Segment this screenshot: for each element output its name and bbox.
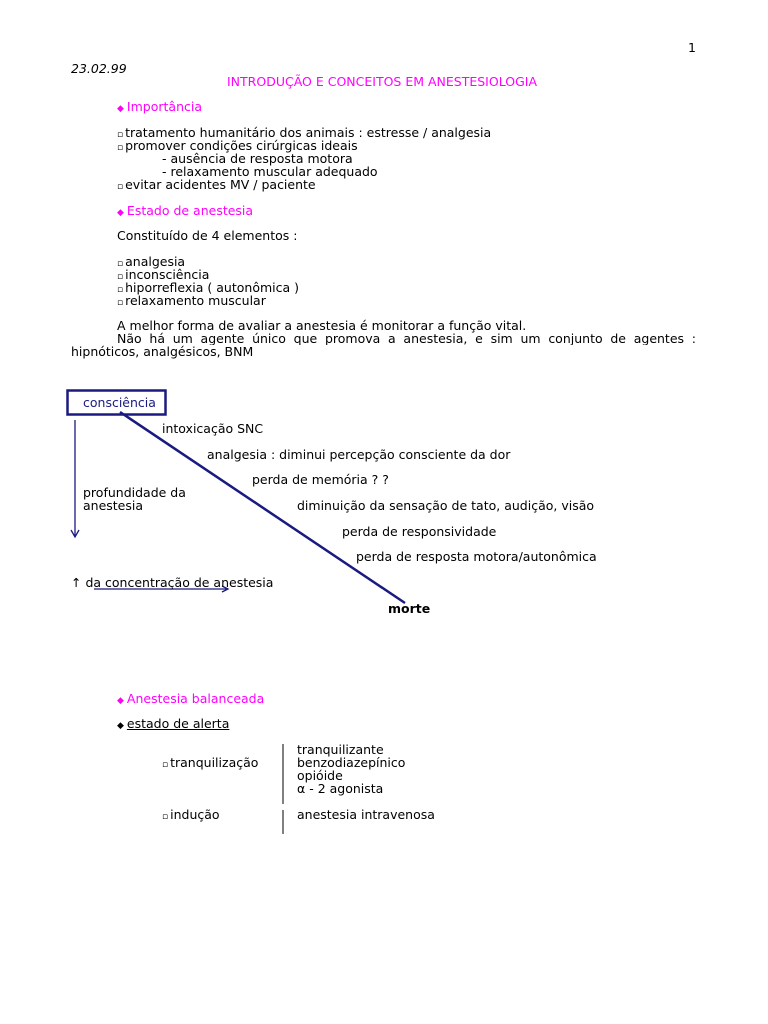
diagram-step: perda de responsividade [342,524,497,539]
diamond-bullet-icon: ◆ [117,104,124,114]
tranquilizacao-item: opióide [297,768,343,783]
up-arrow-icon: ↑ [71,575,82,590]
diamond-bullet-icon: ◆ [117,208,124,218]
paragraph: Não há um agente único que promova a anestesia, e sim um conjunto de agentes : [117,332,696,345]
estado-intro: Constituído de 4 elementos : [117,228,298,243]
inducao-label: ▫ indução [162,807,220,822]
diamond-bullet-icon: ◆ [117,696,124,706]
heading-estado-anestesia: ◆ Estado de anestesia [117,203,254,218]
square-bullet-icon: ▫ [117,143,124,153]
square-bullet-icon: ▫ [117,298,124,308]
sub-list-item: - ausência de resposta motora [162,151,353,166]
depth-label: anestesia [83,498,144,513]
square-bullet-icon: ▫ [162,760,169,770]
page-number: 1 [688,40,696,55]
square-bullet-icon: ▫ [117,130,124,140]
diamond-bullet-icon: ◆ [117,721,124,731]
tranquilizacao-item: tranquilizante [297,742,384,757]
document-date: 23.02.99 [71,61,127,76]
list-item: ▫ evitar acidentes MV / paciente [117,177,316,192]
tranquilizacao-item: benzodiazepínico [297,755,406,770]
document-title: INTRODUÇÃO E CONCEITOS EM ANESTESIOLOGIA [227,74,537,89]
square-bullet-icon: ▫ [117,259,124,269]
list-item: ▫ promover condições cirúrgicas ideais [117,138,358,153]
list-item: ▫ inconsciência [117,267,210,282]
sub-list-item: - relaxamento muscular adequado [162,164,378,179]
list-item: ▫ relaxamento muscular [117,293,266,308]
square-bullet-icon: ▫ [117,182,124,192]
diagram-step: intoxicação SNC [162,421,264,436]
paragraph: A melhor forma de avaliar a anestesia é monitorar a função vital. [117,318,527,333]
paragraph-continuation: hipnóticos, analgésicos, BNM [71,344,254,359]
square-bullet-icon: ▫ [117,272,124,282]
diagram-step: perda de resposta motora/autonômica [356,549,597,564]
concentration-label: ↑ da concentração de anestesia [71,575,274,590]
end-label-morte: morte [388,601,431,616]
square-bullet-icon: ▫ [162,812,169,822]
list-item: ▫ analgesia [117,254,186,269]
list-item: ▫ hiporreflexia ( autonômica ) [117,280,299,295]
diagram-step: perda de memória ? ? [252,472,389,487]
tranquilizacao-item: α - 2 agonista [297,781,384,796]
tranquilizacao-label: ▫ tranquilização [162,755,259,770]
depth-label: profundidade da [83,485,186,500]
heading-estado-alerta: ◆ estado de alerta [117,716,230,731]
heading-anestesia-balanceada: ◆ Anestesia balanceada [117,691,265,706]
consciencia-label: consciência [83,395,156,410]
inducao-item: anestesia intravenosa [297,807,435,822]
square-bullet-icon: ▫ [117,285,124,295]
diagram-step: analgesia : diminui percepção consciente da dor [207,447,511,462]
diagram-step: diminuição da sensação de tato, audição, visão [297,498,595,513]
list-item: ▫ tratamento humanitário dos animais : estresse / analgesia [117,125,492,140]
heading-importancia: ◆ Importância [117,99,202,114]
